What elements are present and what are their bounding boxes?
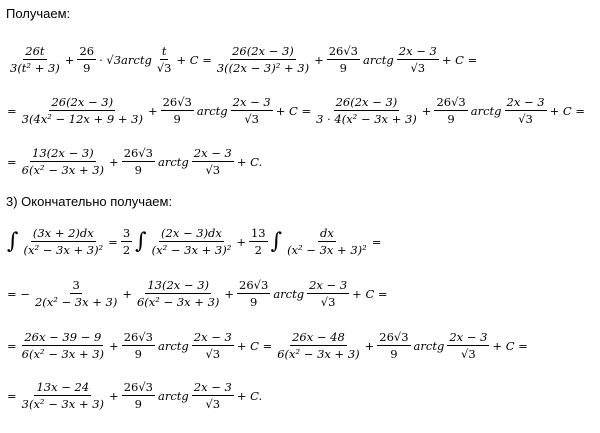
operator: = (108, 234, 118, 249)
fraction (20, 380, 106, 411)
numerator: 13(2x − 3) (32, 146, 94, 160)
numerator: 26x − 39 − 9 (24, 330, 102, 344)
integral-sign: ∫ (270, 228, 283, 254)
numerator: 26√3 (436, 95, 466, 109)
function-text: arctg (157, 338, 189, 353)
numerator: (2x − 3)dx (161, 226, 222, 240)
fraction (33, 278, 119, 309)
numerator: 26√3 (123, 380, 153, 394)
fraction (122, 330, 155, 361)
numerator: 26√3 (162, 95, 192, 109)
fraction (275, 330, 361, 361)
fraction (314, 95, 419, 126)
operator: + (109, 338, 119, 353)
function-text: arctg (470, 103, 502, 118)
denominator: 9 (339, 61, 347, 75)
operator: + (314, 52, 324, 67)
fraction (121, 226, 132, 257)
fraction (21, 226, 105, 257)
numerator: t (161, 44, 167, 58)
operator: + C = (176, 52, 212, 67)
operator: = (371, 234, 382, 249)
denominator: (x² − 3x + 3)² (151, 243, 232, 257)
denominator: 2 (122, 243, 131, 257)
numerator: 13x − 24 (36, 380, 90, 394)
denominator: 9 (390, 347, 398, 361)
function-text: arctg (157, 388, 189, 403)
fraction (122, 380, 155, 411)
operator: = (7, 154, 17, 169)
fraction (77, 44, 96, 75)
fraction (20, 146, 106, 177)
denominator: 9 (173, 112, 181, 126)
equation-line-6 (6, 330, 529, 361)
numerator: dx (319, 226, 334, 240)
fraction (397, 44, 439, 75)
fraction (231, 95, 273, 126)
fraction (161, 95, 194, 126)
operator: + C. (236, 154, 263, 169)
numerator: 26√3 (123, 330, 153, 344)
numerator: 2x − 3 (193, 146, 232, 160)
denominator: 6(x² − 3x + 3) (21, 347, 105, 361)
function-text: arctg (413, 338, 445, 353)
numerator: 26√3 (239, 278, 269, 292)
numerator: 13 (250, 226, 266, 240)
denominator: √3 (205, 163, 221, 177)
numerator: 26√3 (328, 44, 358, 58)
fraction (377, 330, 410, 361)
denominator: 3 · 4(x² − 3x + 3) (316, 112, 417, 126)
numerator: 26(2x − 3) (335, 95, 398, 109)
operator: + C = (275, 103, 312, 118)
fraction (307, 278, 349, 309)
denominator: √3 (244, 112, 259, 126)
fraction (8, 44, 62, 75)
fraction (285, 226, 369, 257)
numerator: 26t (25, 44, 45, 58)
equation-line-2 (6, 95, 586, 126)
operator: + (122, 286, 132, 301)
numerator: 2x − 3 (309, 278, 348, 292)
numerator: 26(2x − 3) (51, 95, 114, 109)
integral-sign: ∫ (135, 228, 147, 254)
denominator: √3 (205, 347, 221, 361)
operator: + (64, 52, 75, 67)
denominator: √3 (518, 112, 533, 126)
denominator: 9 (447, 112, 455, 126)
denominator: (x² − 3x + 3)² (287, 243, 367, 257)
numerator: 26 (79, 44, 95, 58)
numerator: 2x − 3 (398, 44, 437, 58)
denominator: 3(4x² − 12x + 9 + 3) (21, 112, 143, 126)
fraction (434, 95, 467, 126)
numerator: (3x + 2)dx (32, 226, 94, 240)
operator: + C = (236, 338, 273, 353)
fraction (192, 330, 234, 361)
numerator: 26x − 48 (292, 330, 345, 344)
operator: + C = (549, 103, 585, 118)
denominator: √3 (410, 61, 426, 75)
numerator: 26√3 (123, 146, 153, 160)
heading-result: Получаем: (6, 6, 71, 21)
numerator: 26√3 (379, 330, 409, 344)
denominator: 9 (134, 163, 142, 177)
denominator: 9 (134, 347, 142, 361)
fraction (192, 380, 234, 411)
operator: + (109, 388, 119, 403)
operator: + (364, 338, 375, 353)
denominator: √3 (156, 61, 172, 75)
fraction (237, 278, 270, 309)
denominator: 3(x² − 3x + 3) (21, 397, 105, 411)
denominator: 6(x² − 3x + 3) (136, 295, 220, 309)
fraction (155, 44, 174, 75)
fraction (447, 330, 489, 361)
denominator: 2(x² − 3x + 3) (34, 295, 118, 309)
operator: = (7, 103, 17, 118)
operator: + C = (352, 286, 388, 301)
fraction (20, 95, 145, 126)
operator: + C = (441, 52, 478, 67)
operator: + (224, 286, 235, 301)
operator: = (7, 388, 17, 403)
denominator: 6(x² − 3x + 3) (277, 347, 360, 361)
operator: = (7, 338, 17, 353)
function-text: arctg (157, 154, 189, 169)
operator: + (147, 103, 158, 118)
denominator: √3 (461, 347, 476, 361)
integral-sign: ∫ (7, 228, 19, 254)
denominator: (x² − 3x + 3)² (23, 243, 104, 257)
numerator: 2x − 3 (193, 380, 232, 394)
function-text: · √3arctg (99, 52, 152, 67)
fraction (505, 95, 547, 126)
denominator: √3 (205, 397, 221, 411)
numerator: 3 (122, 226, 131, 240)
operator: + (421, 103, 432, 118)
numerator: 3 (72, 278, 80, 292)
function-text: arctg (273, 286, 305, 301)
fraction (215, 44, 311, 75)
denominator: 9 (134, 397, 142, 411)
operator: + C = (492, 338, 528, 353)
operator: + C. (236, 388, 263, 403)
fraction (150, 226, 234, 257)
equation-line-7 (6, 380, 263, 411)
fraction (135, 278, 221, 309)
equation-line-4 (6, 226, 382, 257)
heading-final: 3) Окончательно получаем: (6, 194, 173, 209)
fraction (192, 146, 234, 177)
function-text: arctg (362, 52, 394, 67)
operator: = − (7, 286, 30, 301)
denominator: 2 (254, 243, 262, 257)
numerator: 2x − 3 (449, 330, 488, 344)
numerator: 2x − 3 (232, 95, 271, 109)
equation-line-3 (6, 146, 263, 177)
denominator: 6(x² − 3x + 3) (21, 163, 105, 177)
denominator: 9 (250, 295, 258, 309)
fraction (122, 146, 155, 177)
operator: + (109, 154, 119, 169)
numerator: 2x − 3 (506, 95, 545, 109)
fraction (20, 330, 106, 361)
function-text: arctg (196, 103, 228, 118)
fraction (249, 226, 268, 257)
denominator: 3(t² + 3) (10, 61, 60, 75)
equation-line-5 (6, 278, 389, 309)
denominator: √3 (320, 295, 336, 309)
numerator: 26(2x − 3) (232, 44, 294, 58)
denominator: 3((2x − 3)² + 3) (216, 61, 310, 75)
equation-line-1 (6, 44, 478, 75)
numerator: 13(2x − 3) (147, 278, 210, 292)
denominator: 9 (83, 61, 91, 75)
numerator: 2x − 3 (193, 330, 232, 344)
fraction (327, 44, 360, 75)
operator: + (236, 234, 246, 249)
